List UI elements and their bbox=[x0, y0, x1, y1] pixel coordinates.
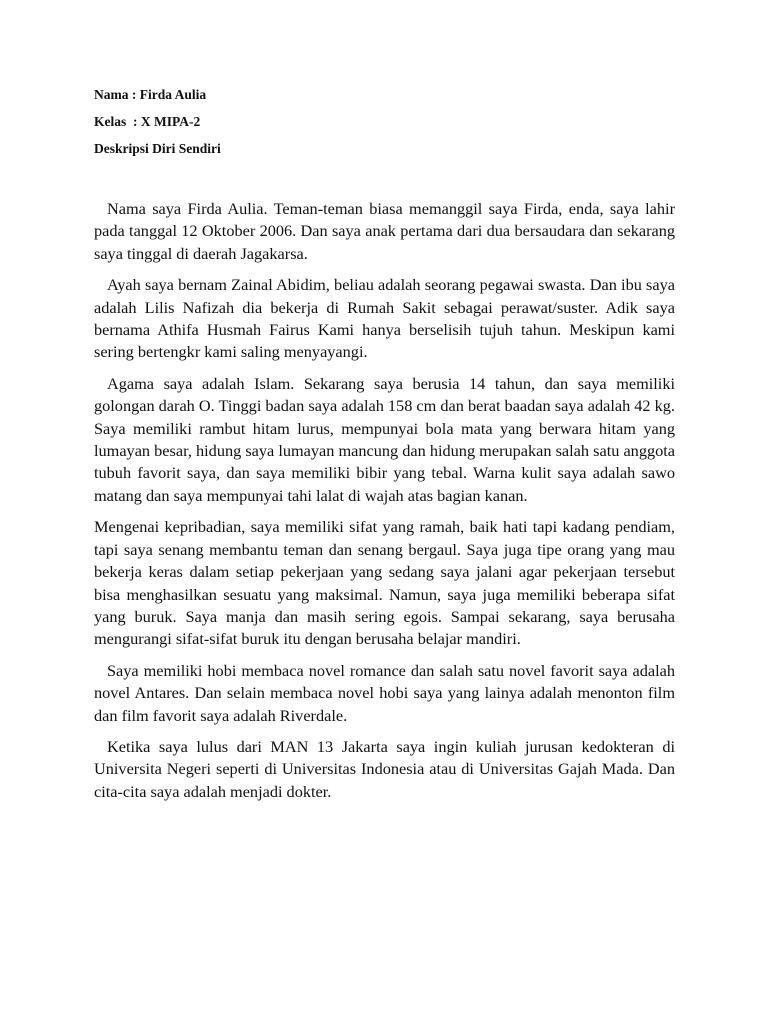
paragraph-hobbies: Saya memiliki hobi membaca novel romance dan salah satu novel favorit saya adalah novel Antares. Dan selain membaca novel hobi saya yang lainya adalah menonton film dan film favorit saya adalah Riverdale. bbox=[94, 660, 675, 725]
paragraph-aspirations: Ketika saya lulus dari MAN 13 Jakarta saya ingin kuliah jurusan kedokteran di Universita Negeri seperti di Universitas Indonesia atau di Universitas Gajah Mada. Dan cita-cita saya adalah menjadi dokter. bbox=[94, 736, 675, 801]
student-name: Nama : Firda Aulia bbox=[94, 87, 207, 102]
document-header bbox=[94, 86, 674, 167]
paragraph-personality: Mengenai kepribadian, saya memiliki sifat yang ramah, baik hati tapi kadang pendiam, tapi saya senang membantu teman dan senang bergaul. Saya juga tipe orang yang mau bekerja keras dalam setiap pekerjaan yang sedang saya jalani agar pekerjaan tersebut bisa menghasilkan sesuatu yang maksimal. Namun, saya juga memiliki beberapa sifat yang buruk. Saya manja dan masih sering egois. Sampai sekarang, saya berusaha mengurangi sifat-sifat buruk itu dengan berusaha belajar mandiri. bbox=[94, 517, 675, 649]
document-body bbox=[94, 198, 675, 812]
paragraph-family: Ayah saya bernam Zainal Abidim, beliau adalah seorang pegawai swasta. Dan ibu saya adalah Lilis Nafizah dia bekerja di Rumah Sakit sebagai perawat/suster. Adik saya bernama Athifa Husmah Fairus Kami hanya berselisih tujuh tahun. Meskipun kami sering bertengkr kami saling menyayangi. bbox=[94, 275, 675, 362]
document-title: Deskripsi Diri Sendiri bbox=[94, 141, 221, 156]
paragraph-introduction: Nama saya Firda Aulia. Teman-teman biasa memanggil saya Firda, enda, saya lahir pada tanggal 12 Oktober 2006. Dan saya anak pertama dari dua bersaudara dan sekarang saya tinggal di daerah Jagakarsa. bbox=[94, 199, 675, 263]
paragraph-physical: Agama saya adalah Islam. Sekarang saya berusia 14 tahun, dan saya memiliki golongan darah O. Tinggi badan saya adalah 158 cm dan berat baadan saya adalah 42 kg. Saya memiliki rambut hitam lurus, mempunyai bola mata yang berwara hitam yang lumayan besar, hidung saya lumayan mancung dan hidung merupakan salah satu anggota tubuh favorit saya, dan saya memiliki bibir yang tebal. Warna kulit saya adalah sawo matang dan saya mempunyai tahi lalat di wajah atas bagian kanan. bbox=[94, 373, 675, 505]
student-class: Kelas : X MIPA-2 bbox=[94, 114, 201, 129]
